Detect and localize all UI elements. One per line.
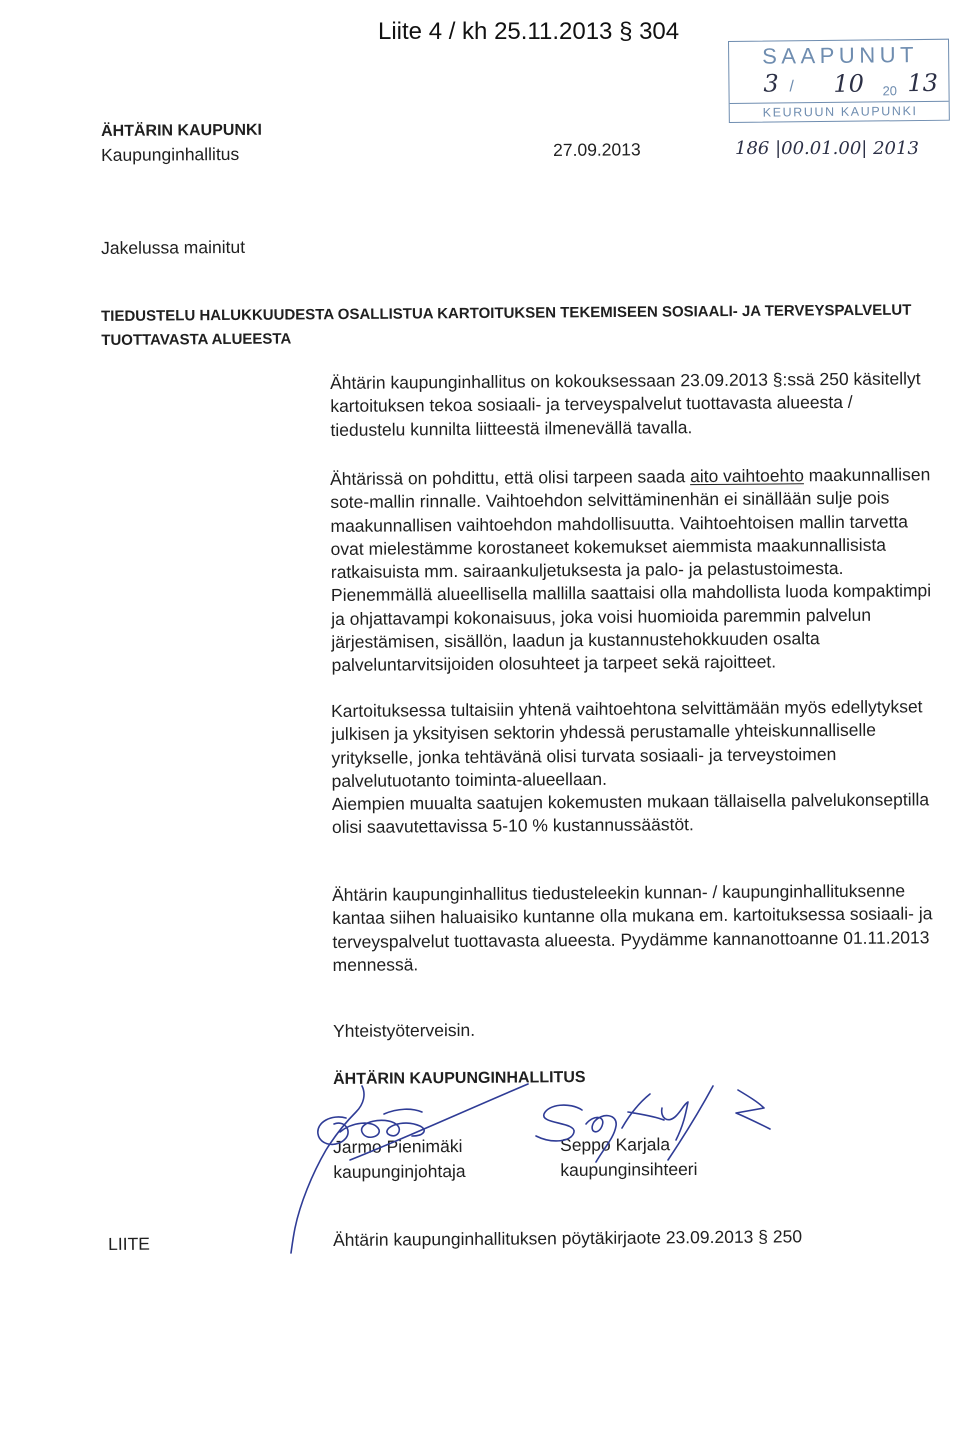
sender-department: Kaupunginhallitus <box>101 143 240 165</box>
text-line: Aiempien muualta saatujen kokemusten mukaan tällaisella palvelukonseptilla <box>331 789 930 815</box>
text-line: terveyspalvelut tuottavasta alueesta. Pyydämme kannanottoanne 01.11.2013 <box>332 926 930 952</box>
text-line: mennessä. <box>332 954 419 975</box>
stamp-day: 3 <box>763 69 779 98</box>
signatory-body: ÄHTÄRIN KAUPUNGINHALLITUS <box>333 1069 586 1088</box>
body-paragraph-3 <box>331 695 929 839</box>
body-paragraph-1 <box>330 367 921 442</box>
text-line: maakunnallisen vaihtoehdon mahdollisuutta. Vaihtoehtoisen mallin tarvetta <box>330 511 909 536</box>
text-line: ratkaisuista mm. sairaankuljetuksesta ja palo- ja pelastustoimesta. <box>330 558 844 583</box>
text-segment: Ähtärissä on pohdittu, että olisi tarpeen saada <box>330 466 691 489</box>
text-line: palvelutuotanto toiminta-alueellaan. <box>331 768 608 791</box>
text-line: Pienemmällä alueellisella mallilla saattaisi olla mahdollista luoda kompaktimpi <box>330 580 932 606</box>
text-line: kantaa siihen haluaisiko kuntanne olla mukana em. kartoituksessa sosiaali- ja <box>332 903 933 929</box>
signature-block-pienimaki <box>333 1134 466 1185</box>
register-note: 186 |00.01.00| 2013 <box>735 138 919 159</box>
attachment-label: LIITE <box>108 1233 150 1254</box>
text-line: sote-mallin rinnalle. Vaihtoehdon selvittäminenhän ei sinällään sulje pois <box>330 487 890 513</box>
text-segment: maakunnallisen <box>803 464 931 486</box>
stamp-date-separator: / <box>789 78 795 96</box>
stamp-year-suffix: 13 <box>907 68 939 98</box>
stamp-status: SAAPUNUT <box>762 42 919 69</box>
signatory-name: Seppo Karjala <box>560 1134 671 1155</box>
header-note: Liite 4 / kh 25.11.2013 § 304 <box>378 18 680 45</box>
text-line: yritykselle, jonka tehtävänä olisi turvata sosiaali- ja terveystoimen <box>331 743 837 768</box>
subject-heading <box>101 299 912 353</box>
body-paragraph-2 <box>330 463 932 677</box>
signatory-title: kaupunginjohtaja <box>333 1160 466 1182</box>
underlined-phrase: aito vaihtoehto <box>689 465 804 487</box>
attachment-description: Ähtärin kaupunginhallituksen pöytäkirjaote 23.09.2013 § 250 <box>333 1226 803 1250</box>
text-line: Ähtärin kaupunginhallitus on kokouksessaan 23.09.2013 §:ssä 250 käsitellyt <box>330 368 921 393</box>
text-line: Kartoituksessa tultaisiin yhtenä vaihtoehtona selvittämään myös edellytykset <box>331 696 923 721</box>
signature-block-karjala <box>560 1132 698 1183</box>
body-paragraph-4 <box>332 879 933 977</box>
arrival-stamp <box>728 39 950 123</box>
stamp-month: 10 <box>833 69 865 98</box>
text-line: tiedustelu kunnilta liitteestä ilmenevällä tavalla. <box>330 416 693 440</box>
distribution-note: Jakelussa mainitut <box>101 236 246 258</box>
signatory-name: Jarmo Pienimäki <box>333 1135 463 1157</box>
sender-organization: ÄHTÄRIN KAUPUNKI <box>101 121 263 140</box>
signature-stroke <box>622 1094 664 1128</box>
text-line: järjestämisen, sisällön, laadun ja kustannustehokkuuden osalta <box>331 628 820 653</box>
subject-line: TIEDUSTELU HALUKKUUDESTA OSALLISTUA KARTOITUKSEN TEKEMISEEN SOSIAALI- JA TERVEYSPALVELUT <box>101 301 912 325</box>
signature-stroke <box>736 1090 770 1129</box>
text-line: palveluntarvitsijoiden olosuhteet ja tarpeet sekä rajoitteet. <box>331 651 777 676</box>
signature-stroke <box>384 1109 422 1114</box>
stamp-year-prefix: 20 <box>882 83 898 99</box>
text-line: Ähtärin kaupunginhallitus tiedusteleekin kunnan- / kaupunginhallituksenne <box>332 880 906 905</box>
text-line: ja ohjattavampi kokonaisuus, joka voisi huomioida paremmin palvelun <box>331 604 872 629</box>
signatory-title: kaupunginsihteeri <box>560 1158 698 1180</box>
letter-date: 27.09.2013 <box>553 139 641 160</box>
subject-line: TUOTTAVASTA ALUEESTA <box>101 330 292 349</box>
text-line: julkisen ja yksityisen sektorin yhdessä perustamalle yhteiskunnalliselle <box>331 720 877 745</box>
closing-greeting: Yhteistyöterveisin. <box>333 1019 476 1041</box>
stamp-organization: KEURUUN KAUPUNKI <box>762 104 918 120</box>
text-line: kartoituksen tekoa sosiaali- ja terveyspalvelut tuottavasta alueesta / <box>330 392 853 417</box>
text-line: ovat mielestämme korostaneet kokemukset aiemmista maakunnallisista <box>330 534 887 559</box>
text-line: olisi saavutettavissa 5-10 % kustannussäästöt. <box>331 814 694 838</box>
